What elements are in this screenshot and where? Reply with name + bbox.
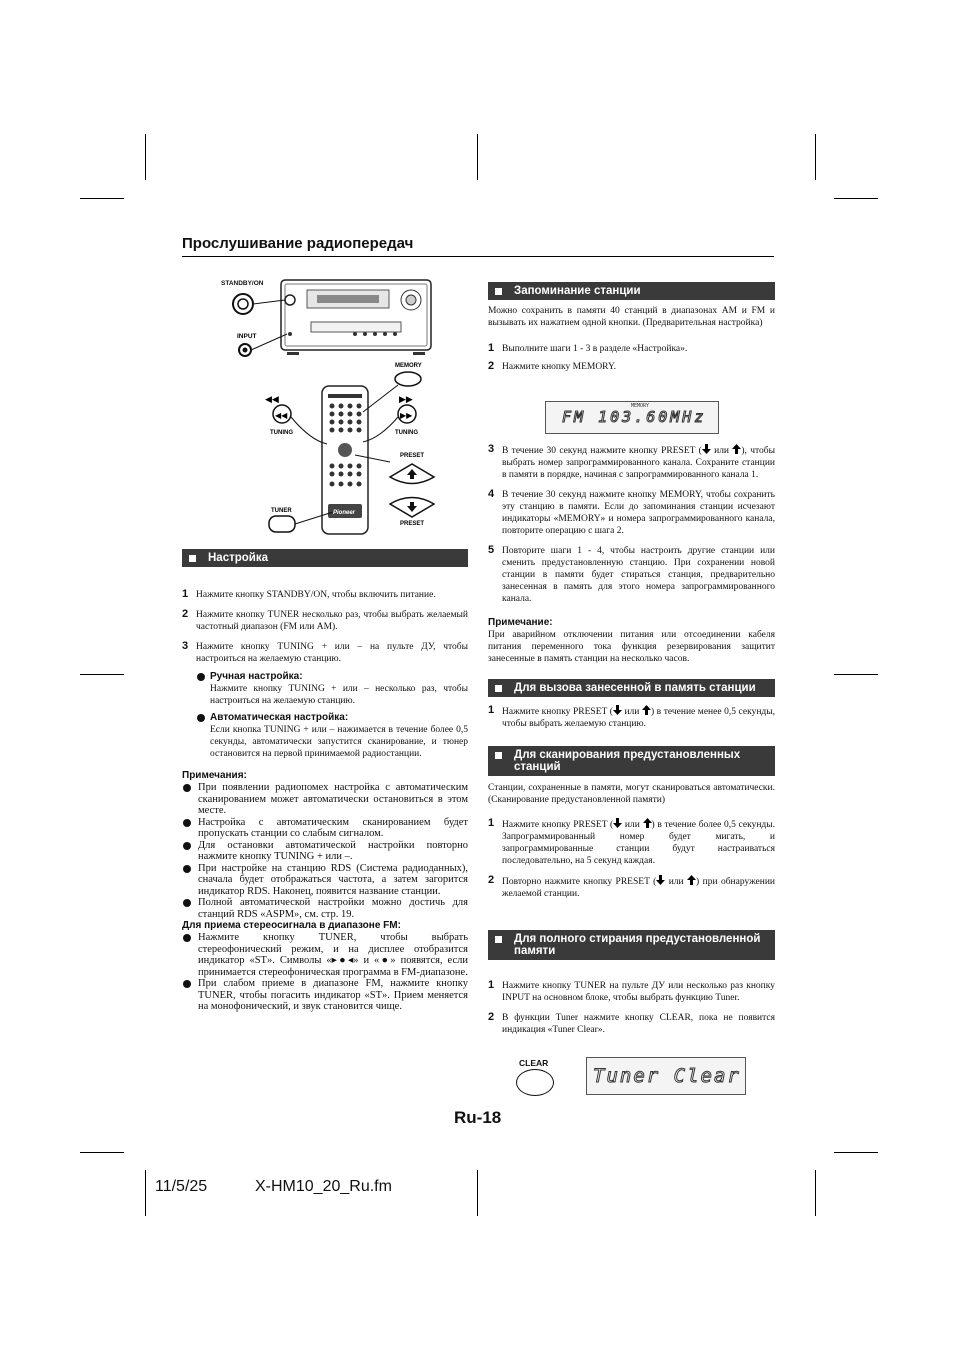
preset-down-label: PRESET xyxy=(400,521,425,527)
input-label: INPUT xyxy=(237,333,257,340)
memory-label: MEMORY xyxy=(395,363,422,369)
fast-forward-icon: ▶▶ xyxy=(399,394,413,404)
svg-text:▶▶: ▶▶ xyxy=(400,411,413,420)
tuning-left-label: TUNING xyxy=(270,430,293,436)
clear-button[interactable] xyxy=(516,1069,554,1096)
remote-control xyxy=(322,386,368,534)
scan-intro: Станции, сохраненные в памяти, могут сканироваться автоматически. (Сканирование предустановленной памяти) xyxy=(488,783,775,805)
standby-label: STANDBY/ON xyxy=(221,280,264,287)
tuner-button[interactable] xyxy=(269,516,295,532)
up-arrow-icon xyxy=(642,705,651,715)
tuner-label: TUNER xyxy=(271,508,292,514)
memory-note-title: Примечание: xyxy=(488,617,553,628)
crop-mark xyxy=(80,674,124,675)
lcd-tuner-clear xyxy=(586,1057,746,1095)
down-arrow-icon xyxy=(656,875,665,885)
memory-step-5: 5 Повторите шаги 1 - 4, чтобы настроить другие станции или сменить предустановленную станцию. При сохранении новой станции в памяти будет стираться станция, предварительно занесенная в память для этого номера запрограммированного канала. xyxy=(488,544,775,604)
down-arrow-icon xyxy=(613,818,622,828)
scan-step-1: 1 Нажмите кнопку PRESET ( или ) в течение более 0,5 секунды. Запрограммированный номер будет мигать, и запрограммированные станции будут настраиваться последовательно, на 5 секунд каждая. xyxy=(488,817,776,866)
left-column xyxy=(182,549,468,1013)
rewind-icon: ◀◀ xyxy=(265,394,279,404)
note-item: Для остановки автоматической настройки повторно нажмите кнопку TUNING + или –. xyxy=(182,840,468,863)
svg-text:◀◀: ◀◀ xyxy=(275,411,288,420)
preset-up-label: PRESET xyxy=(400,453,425,459)
note-item: При появлении радиопомех настройка с автоматическим сканированием может автоматически остановиться в этом месте. xyxy=(182,782,468,817)
page-title: Прослушивание радиопередач xyxy=(182,235,414,252)
tuning-step-2: 2 Нажмите кнопку TUNER несколько раз, чтобы выбрать желаемый частотный диапазон (FM или AM). xyxy=(182,608,468,632)
lcd-fm-display xyxy=(545,401,719,434)
memory-note: При аварийном отключении питания или отсоединении кабеля питания переменного тока функция резервирования защитит занесенные в память станции на несколько часов. xyxy=(488,630,775,664)
memory-button[interactable] xyxy=(395,372,421,386)
notes-title: Примечания: xyxy=(182,770,247,781)
section-tuning-header: Настройка xyxy=(182,549,468,567)
crop-mark xyxy=(477,134,478,180)
crop-mark xyxy=(80,198,124,199)
erase-step-1: 1 Нажмите кнопку TUNER на пульте ДУ или несколько раз кнопку INPUT на основном блоке, чтобы выбрать функцию Tuner. xyxy=(488,979,775,1003)
crop-mark xyxy=(834,198,878,199)
scan-step-2: 2 Повторно нажмите кнопку PRESET ( или ) при обнаружении желаемой станции. xyxy=(488,874,776,899)
crop-mark xyxy=(145,1170,146,1216)
crop-mark xyxy=(815,134,816,180)
stereo-note-item: Нажмите кнопку TUNER, чтобы выбрать стереофонический режим, и на дисплее отобразится индикатор «ST». Символы «▸●◂» и «●» появятся, если принимается стереофоническая программа в FM-диапазоне. xyxy=(182,932,468,978)
crop-mark xyxy=(80,1152,124,1153)
lcd-memory-indicator: MEMORY xyxy=(631,403,650,409)
footer-date: 11/5/25 xyxy=(155,1178,208,1195)
note-item: При настройке на станцию RDS (Система радиоданных), сначала будет отображаться частота, а затем загорится индикатор RDS. Наконец, появится название станции. xyxy=(182,863,468,898)
crop-mark xyxy=(815,1170,816,1216)
section-recall-header: Для вызова занесенной в память станции xyxy=(488,679,775,697)
footer-file: X-HM10_20_Ru.fm xyxy=(255,1178,392,1195)
up-arrow-icon xyxy=(687,875,696,885)
tuning-right-label: TUNING xyxy=(395,430,418,436)
lcd-tuner-clear-text: Tuner Clear xyxy=(593,1065,741,1087)
crop-mark xyxy=(145,134,146,180)
remote-brand-logo: Pioneer xyxy=(333,510,356,516)
note-item: Настройка с автоматическим сканированием будет пропускать станции со слабым сигналом. xyxy=(182,817,468,840)
crop-mark xyxy=(834,1152,878,1153)
memory-step-3: 3 В течение 30 секунд нажмите кнопку PRESET ( или ), чтобы выбрать номер запрограммированного канала. Сохраните станции в памяти в порядке, начиная с запрограммированного канала 1. xyxy=(488,443,776,480)
down-arrow-icon xyxy=(702,444,711,454)
manual-tuning: Ручная настройка: Нажмите кнопку TUNING + или – несколько раз, чтобы настроиться на желаемую станцию. xyxy=(182,671,468,707)
crop-mark xyxy=(477,1170,478,1216)
memory-step-4: 4 В течение 30 секунд нажмите кнопку MEMORY, чтобы сохранить эту станцию в памяти. Если до запоминания станции исчезают индикаторы «MEMORY» и номера запрограммированного канала, повторите операцию с шага 2. xyxy=(488,488,775,536)
section-memory-header: Запоминание станции xyxy=(488,282,775,300)
right-column xyxy=(488,282,775,373)
lcd-frequency: FM 103.60MHz xyxy=(562,408,707,426)
erase-step-2: 2 В функции Tuner нажмите кнопку CLEAR, пока не появится индикация «Tuner Clear». xyxy=(488,1011,775,1035)
stereo-title: Для приема стереосигнала в диапазоне FM: xyxy=(182,920,401,931)
note-item: Полной автоматической настройки можно достичь для станций RDS «ASPM», см. стр. 19. xyxy=(182,897,468,920)
memory-step-2: 2 Нажмите кнопку MEMORY. xyxy=(488,360,616,372)
recall-step-1: 1 Нажмите кнопку PRESET ( или ) в течение менее 0,5 секунды, чтобы выбрать желаемую станцию. xyxy=(488,704,776,729)
up-arrow-icon xyxy=(643,818,652,828)
section-erase-header: Для полного стирания предустановленной памяти xyxy=(488,930,775,960)
down-arrow-icon xyxy=(613,705,622,715)
right-column-cont xyxy=(488,444,775,1036)
auto-tuning: Автоматическая настройка: Если кнопка TUNING + или – нажимается в течение более 0,5 секунды, автоматически запустится сканирование, и тюнер остановится на первой принимаемой радиостанции. xyxy=(182,712,468,760)
tuning-step-3: 3 Нажмите кнопку TUNING + или – на пульте ДУ, чтобы настроиться на желаемую станцию. xyxy=(182,640,468,664)
stereo-note-item: При слабом приеме в диапазоне FM, нажмите кнопку TUNER, чтобы погасить индикатор «ST». Прием меняется на монофонический, и звук становится чище. xyxy=(182,978,468,1013)
memory-step-1: 1 Выполните шаги 1 - 3 в разделе «Настройка». xyxy=(488,342,688,354)
crop-mark xyxy=(834,674,878,675)
device-illustration xyxy=(215,272,450,537)
memory-intro: Можно сохранить в памяти 40 станций в диапазонах AM и FM и вызывать их нажатием одной кнопки. (Предварительная настройка) xyxy=(488,306,775,328)
title-rule xyxy=(182,256,774,257)
tuning-step-1: 1 Нажмите кнопку STANDBY/ON, чтобы включить питание. xyxy=(182,588,436,600)
main-unit xyxy=(281,280,431,355)
page-number: Ru-18 xyxy=(454,1108,502,1127)
section-scan-header: Для сканирования предустановленных станций xyxy=(488,746,775,776)
clear-label: CLEAR xyxy=(519,1058,549,1068)
